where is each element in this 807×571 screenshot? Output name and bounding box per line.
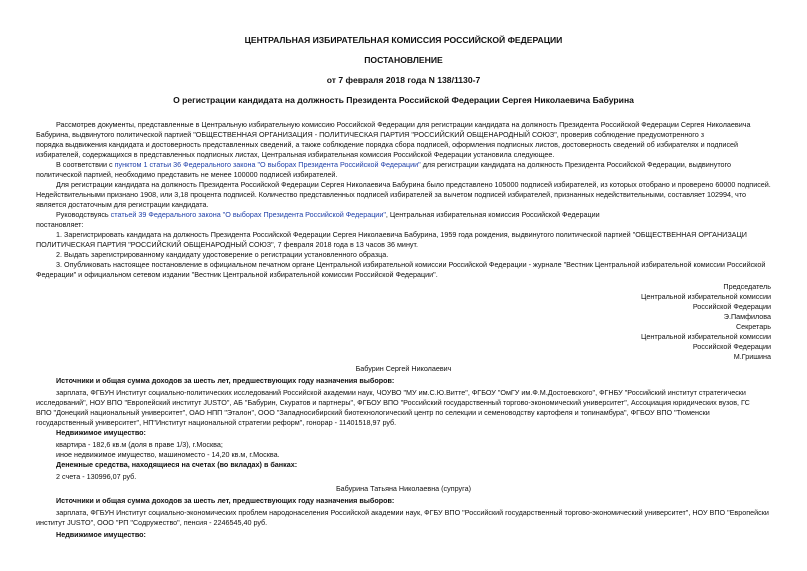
doc-type-heading: ПОСТАНОВЛЕНИЕ xyxy=(364,55,443,65)
resolution-item-1-cont: ПОЛИТИЧЕСКАЯ ПАРТИЯ "РОССИЙСКИЙ ОБЩЕНАРОДНЫЙ СОЮЗ", 7 февраля 2018 года в 13 часов 36 минут. xyxy=(36,240,418,249)
resolution-item-2: 2. Выдать зарегистрированному кандидату удостоверение о регистрации установленного образца. xyxy=(56,250,389,259)
income-line: ВПО "Донецкий национальный университет", ОАО НПП "Эталон", ООО "Западносибирский биотехнологический центр по селекции и семеноводству картофеля и топинамбура", ФГБОУ ВПО "Тюменски xyxy=(36,408,710,417)
signature-line: Секретарь xyxy=(735,322,771,331)
realty-line: иное недвижимое имущество, машиноместо - 14,20 кв.м, г.Москва. xyxy=(56,450,280,459)
signature-line: Российской Федерации xyxy=(692,342,771,351)
resolution-item-3: 3. Опубликовать настоящее постановление в официальном печатном органе Центральной избирательной комиссии Российской Федерации - журнале "Вестник Центральной избирательной комиссии Российской xyxy=(56,260,766,269)
signature-line: Председатель xyxy=(723,282,771,291)
realty-line: квартира - 182,6 кв.м (доля в праве 1/3), г.Москва; xyxy=(56,440,223,449)
date-number-heading: от 7 февраля 2018 года N 138/1130-7 xyxy=(326,75,481,85)
income-line: зарплата, ФГБУН Институт социально-экономических проблем народонаселения Российской академии наук, ФГБУ ВПО "Российский государственный торгово-экономический университет", НОУ ВПО "Европейски xyxy=(56,508,769,517)
income-line: исследований", НОУ ВПО "Европейский институт JUSTO", АБ "Бабурин, Скуратов и партнеры", ФГБОУ ВПО "Российский государственный торгово-экономический университет", Ассоциация юридических вузов, ГС xyxy=(36,398,750,407)
paragraph-line: Рассмотрев документы, представленные в Центральную избирательную комиссию Российской Федерации для регистрации кандидата на должность Президента Российской Федерации Сергея Николаевича xyxy=(56,120,751,129)
realty-heading: Недвижимое имущество: xyxy=(56,530,146,539)
paragraph-line: Недействительными признано 1908, или 3,18 процента подписей. Количество представленных подписей избирателей за вычетом подписей избирателей, признанных недействительными, составляет 102994, что xyxy=(36,190,746,199)
resolution-item-3-cont: Федерации" и официальном сетевом издании "Вестник Центральной избирательной комиссии Российской Федерации". xyxy=(36,270,438,279)
realty-heading: Недвижимое имущество: xyxy=(56,428,146,437)
law-article-link[interactable]: статьей 39 Федерального закона "О выборах Президента Российской Федерации" xyxy=(110,210,386,219)
paragraph-line xyxy=(56,210,600,219)
law-article-link[interactable]: пунктом 1 статьи 36 Федерального закона "О выборах Президента Российской Федерации" xyxy=(114,160,421,169)
resolution-item-1: 1. Зарегистрировать кандидата на должность Президента Российской Федерации Сергея Николаевича Бабурина, 1959 года рождения, выдвинутого политической партией "ОБЩЕСТВЕННАЯ ОРГАНИЗАЦИ xyxy=(56,230,747,239)
money-line: 2 счета - 130996,07 руб. xyxy=(56,472,137,481)
income-heading: Источники и общая сумма доходов за шесть лет, предшествующих году назначения выборов: xyxy=(56,376,395,385)
signature-line: Российской Федерации xyxy=(692,302,771,311)
spouse-name: Бабурина Татьяна Николаевна (супруга) xyxy=(335,484,472,493)
signature-line: Центральной избирательной комиссии xyxy=(641,332,771,341)
paragraph-line: постановляет: xyxy=(36,220,84,229)
org-heading: ЦЕНТРАЛЬНАЯ ИЗБИРАТЕЛЬНАЯ КОМИССИЯ РОССИЙСКОЙ ФЕДЕРАЦИИ xyxy=(244,35,563,45)
income-heading: Источники и общая сумма доходов за шесть лет, предшествующих году назначения выборов: xyxy=(56,496,395,505)
paragraph-text: В соответствии с xyxy=(56,160,113,169)
income-line: государственный университет", НП"Институт национальной стратегии реформ", гонорар - 11401518,97 руб. xyxy=(36,418,397,427)
paragraph-line xyxy=(56,160,731,169)
paragraph-line: политической партией, необходимо представить не менее 100000 подписей избирателей. xyxy=(36,170,338,179)
income-line: институт JUSTO", ООО "РП "Содружество", пенсия - 2246545,40 руб. xyxy=(36,518,268,527)
signature-line: Центральной избирательной комиссии xyxy=(641,292,771,301)
paragraph-line: Бабурина, выдвинутого политической партией "ОБЩЕСТВЕННАЯ ОРГАНИЗАЦИЯ - ПОЛИТИЧЕСКАЯ ПАРТИЯ "РОССИЙСКИЙ ОБЩЕНАРОДНЫЙ СОЮЗ", проверив соблюдение предусмотренного з xyxy=(36,130,705,139)
paragraph-line: Для регистрации кандидата на должность Президента Российской Федерации Сергея Николаевича Бабурина было представлено 105000 подписей избирателей, из которых отобрано и проверено 60000 подписей. xyxy=(56,180,771,189)
candidate-name: Бабурин Сергей Николаевич xyxy=(355,364,452,373)
document-title: О регистрации кандидата на должность Президента Российской Федерации Сергея Николаевича Бабурина xyxy=(173,95,634,105)
paragraph-text: Руководствуясь xyxy=(56,210,109,219)
income-line: зарплата, ФГБУН Институт социально-политических исследований Российской академии наук, ЧОУВО "МУ им.С.Ю.Витте", ФГБОУ "ОмГУ им.Ф.М.Достоевского", ФГНБУ "Российский институт стратегически xyxy=(56,388,746,397)
signature-name: Э.Памфилова xyxy=(723,312,771,321)
signature-name: М.Гришина xyxy=(733,352,771,361)
paragraph-line: порядка выдвижения кандидата и достоверность представленных сведений, а также соблюдение порядка сбора подписей, оформления подписных листов, достоверность сведений об избирателях и подписей xyxy=(36,140,739,149)
paragraph-line: избирателей, содержащихся в представленных подписных листах, Центральная избирательная комиссия Российской Федерации установила следующее. xyxy=(36,150,555,159)
paragraph-line: является достаточным для регистрации кандидата. xyxy=(36,200,209,209)
money-heading: Денежные средства, находящиеся на счетах (во вкладах) в банках: xyxy=(56,460,298,469)
paragraph-text: , Центральная избирательная комиссия Российской Федерации xyxy=(385,210,600,219)
paragraph-text: для регистрации кандидата на должность Президента Российской Федерации, выдвинутого xyxy=(422,160,732,169)
